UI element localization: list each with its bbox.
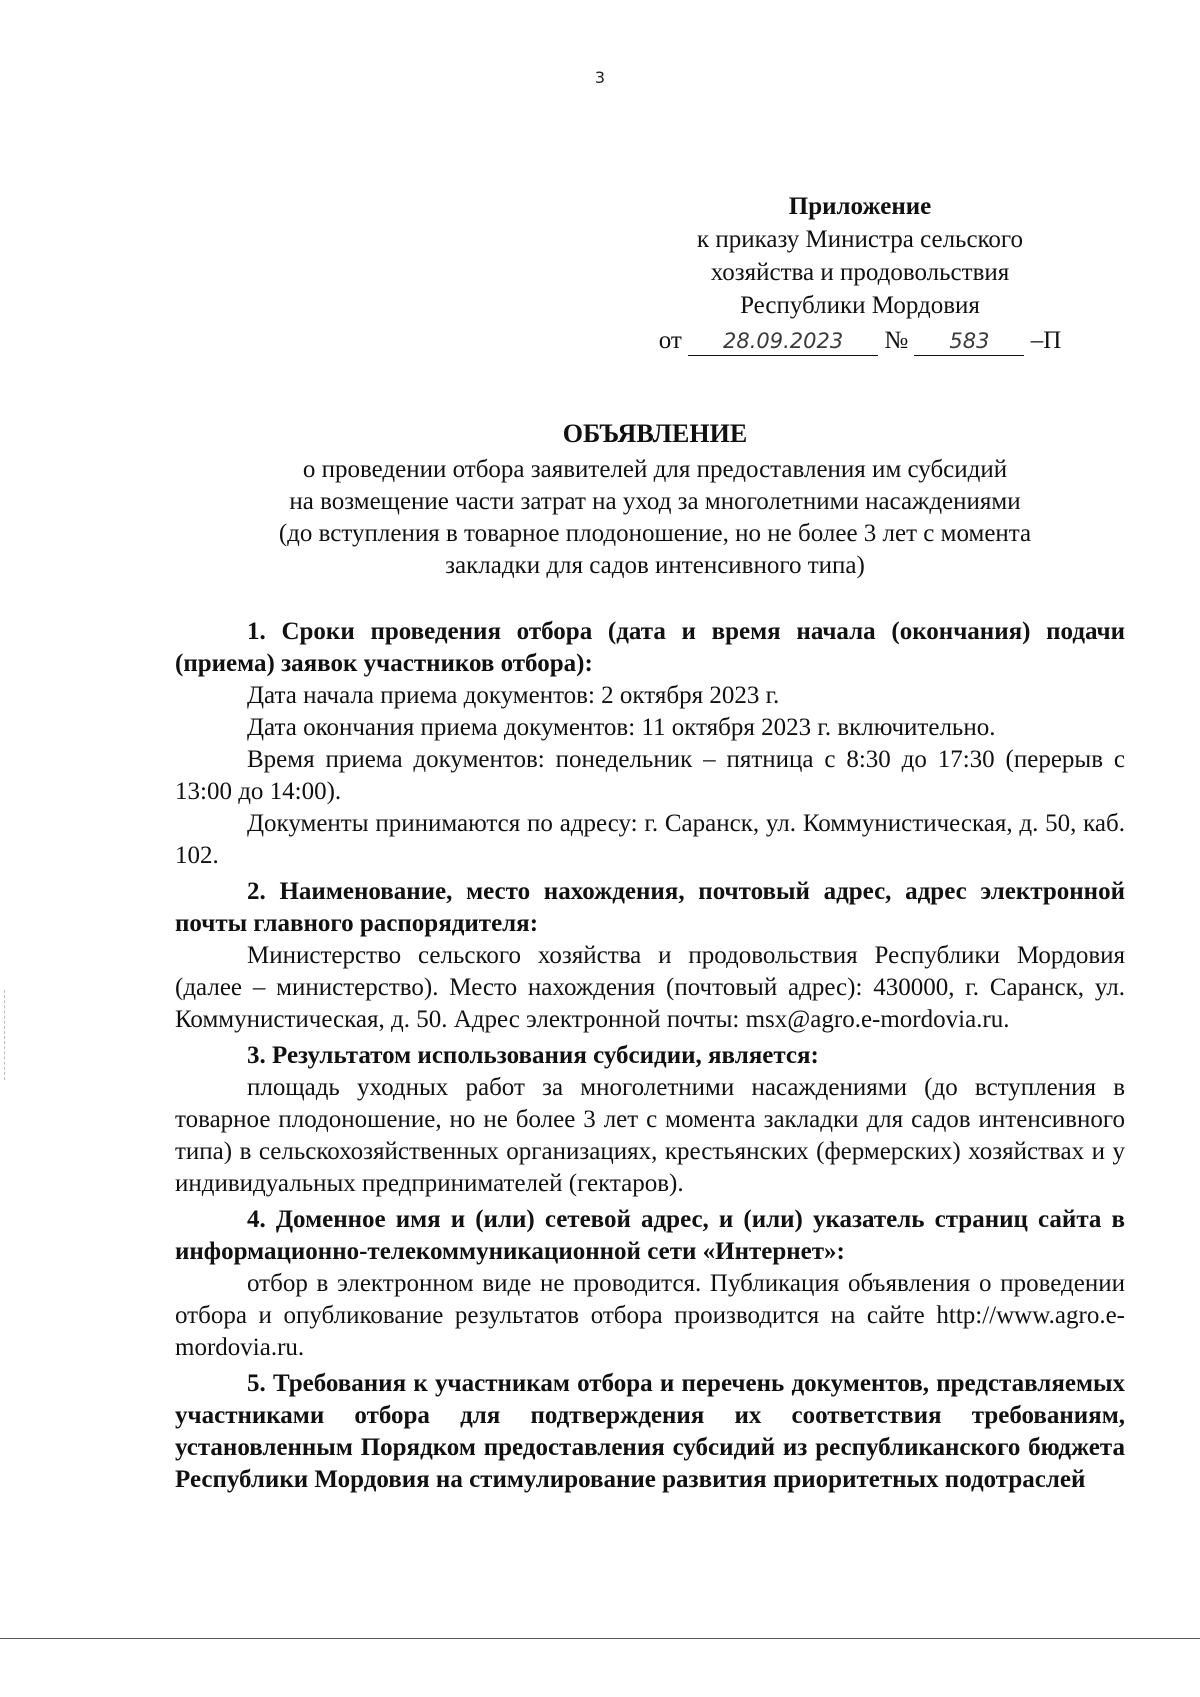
handwritten-number: 583 [949, 329, 990, 353]
section-4-paragraph: отбор в электронном виде не проводится. Публикация объявления о проведении отбора и опубликование результатов отбора производится на сайте http://www.agro.e-mordovia.ru. [175, 1270, 1125, 1361]
section-1-paragraph: Дата окончания приема документов: 11 октября 2023 г. включительно. [247, 714, 996, 741]
appendix-line: к приказу Министра сельского [696, 226, 1024, 253]
handwritten-date: 28.09.2023 [722, 329, 844, 353]
date-prefix: от [658, 327, 682, 354]
number-sign: № [884, 327, 909, 354]
section-1-paragraph: Документы принимаются по адресу: г. Саранск, ул. Коммунистическая, д. 50, каб. 102. [175, 810, 1125, 869]
announcement-subtitle-line: на возмещение части затрат на уход за многолетними насаждениями [289, 488, 1021, 515]
appendix-title: Приложение [788, 193, 932, 220]
section-2-title: 2. Наименование, место нахождения, почтовый адрес, адрес электронной почты главного распорядителя: [175, 878, 1125, 937]
appendix-line: хозяйства и продовольствия [710, 259, 1010, 286]
announcement-heading: ОБЪЯВЛЕНИЕ [562, 419, 748, 448]
number-field [914, 324, 1024, 358]
appendix-line: Республики Мордовия [740, 292, 980, 319]
announcement-subtitle-line: закладки для садов интенсивного типа) [445, 552, 865, 579]
announcement-header [175, 418, 1135, 582]
section-4-title: 4. Доменное имя и (или) сетевой адрес, и (или) указатель страниц сайта в информационно-телекоммуникационной сети «Интернет»: [175, 1206, 1125, 1265]
date-field [688, 324, 878, 358]
section-1-paragraph: Дата начала приема документов: 2 октября 2023 г. [247, 682, 780, 709]
scan-artifact [4, 990, 8, 1080]
order-date-number-line [600, 324, 1120, 358]
announcement-subtitle-line: о проведении отбора заявителей для предоставления им субсидий [302, 456, 1008, 483]
section-5-title: 5. Требования к участникам отбора и перечень документов, представляемых участниками отбора для подтверждения их соответствия требованиям, установленным Порядком предоставления субсидий из республиканского бюджета Республики Мордовия на стимулирование развития приоритетных подотраслей [175, 1370, 1125, 1493]
appendix-block [600, 190, 1120, 358]
scan-edge-line [0, 1638, 1200, 1639]
announcement-subtitle-line: (до вступления в товарное плодоношение, но не более 3 лет с момента [278, 520, 1032, 547]
section-3-title: 3. Результатом использования субсидии, является: [247, 1042, 819, 1069]
section-1-paragraph: Время приема документов: понедельник – пятница с 8:30 до 17:30 (перерыв с 13:00 до 14:00). [175, 746, 1125, 805]
section-2-paragraph: Министерство сельского хозяйства и продовольствия Республики Мордовия (далее – министерство). Место нахождения (почтовый адрес): 430000, г. Саранск, ул. Коммунистическая, д. 50. Адрес электронной почты: msx@agro.e-mordovia.ru. [175, 942, 1125, 1033]
section-1-title: 1. Сроки проведения отбора (дата и время начала (окончания) подачи (приема) заявок участников отбора): [175, 618, 1125, 677]
section-3-paragraph: площадь уходных работ за многолетними насаждениями (до вступления в товарное плодоношение, но не более 3 лет с момента закладки для садов интенсивного типа) в сельскохозяйственных организациях, крестьянских (фермерских) хозяйствах и у индивидуальных предпринимателей (гектаров). [175, 1074, 1125, 1197]
page-number: 3 [594, 68, 606, 87]
document-body [175, 612, 1125, 1496]
number-suffix: –П [1030, 327, 1062, 354]
